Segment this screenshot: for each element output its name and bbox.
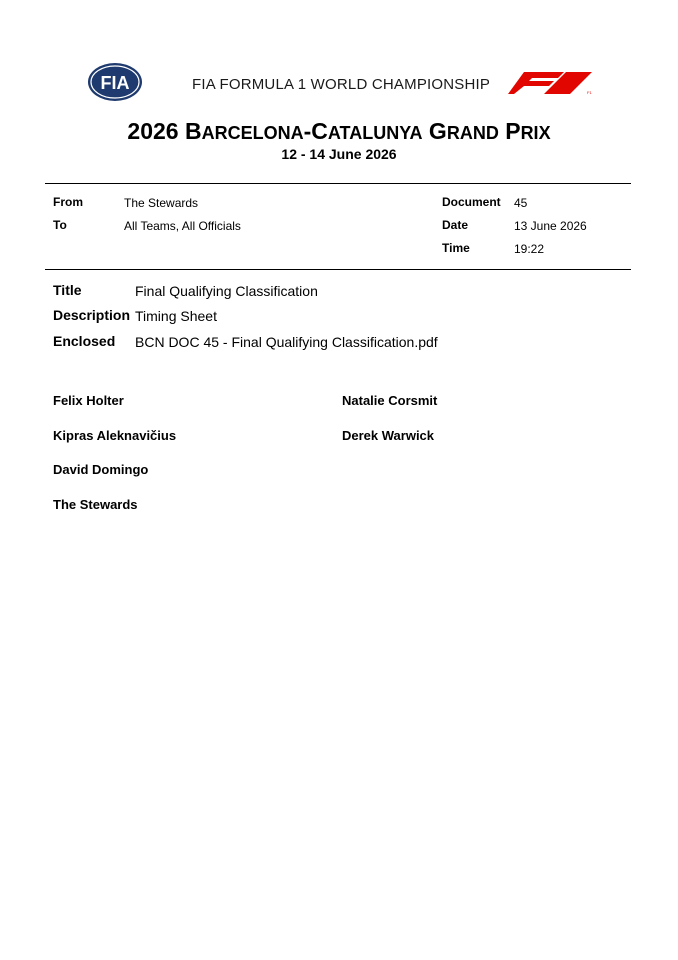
title-rest-2: ATALUNYA [327,123,423,143]
title-rest-3: RAND [446,123,499,143]
time-label: Time [442,241,470,255]
championship-name: FIA FORMULA 1 WORLD CHAMPIONSHIP [192,76,491,93]
fia-logo-text: FIA [100,73,130,93]
steward-name: David Domingo [53,462,149,477]
f1-logo-icon [508,70,592,96]
description-label: Description [53,307,131,323]
steward-name: Natalie Corsmit [342,393,438,408]
title-cap-3: G [422,118,447,144]
steward-name: Derek Warwick [342,428,435,443]
document-value: 45 [514,196,528,210]
stewards-signature: The Stewards [53,497,138,512]
from-label: From [53,195,83,209]
divider-top [45,183,631,184]
to-value: All Teams, All Officials [124,219,241,233]
enclosed-label: Enclosed [53,333,116,349]
time-value: 19:22 [514,242,545,256]
event-title [0,118,678,145]
to-label: To [53,218,67,232]
divider-middle [45,269,631,270]
document-label: Document [442,195,501,209]
from-value: The Stewards [124,196,199,210]
title-rest-4: RIX [520,123,551,143]
event-year: 2026 [127,118,185,144]
event-dates: 12 - 14 June 2026 [281,146,397,162]
title-cap-1: B [184,118,202,144]
title-rest-1: ARCELONA [201,123,304,143]
title-cap-4: P [498,118,521,144]
description-value: Timing Sheet [135,308,217,324]
fia-logo-icon [86,62,144,102]
title-value: Final Qualifying Classification [135,283,318,299]
date-label: Date [442,218,469,232]
f1-logo-text: F1 [587,90,592,95]
title-cap-2: -C [303,118,328,144]
date-value: 13 June 2026 [514,219,587,233]
enclosed-attachment[interactable]: BCN DOC 45 - Final Qualifying Classification.pdf [135,334,438,350]
title-label: Title [53,282,82,298]
steward-name: Kipras Aleknavičius [53,428,177,443]
steward-name: Felix Holter [53,393,124,408]
